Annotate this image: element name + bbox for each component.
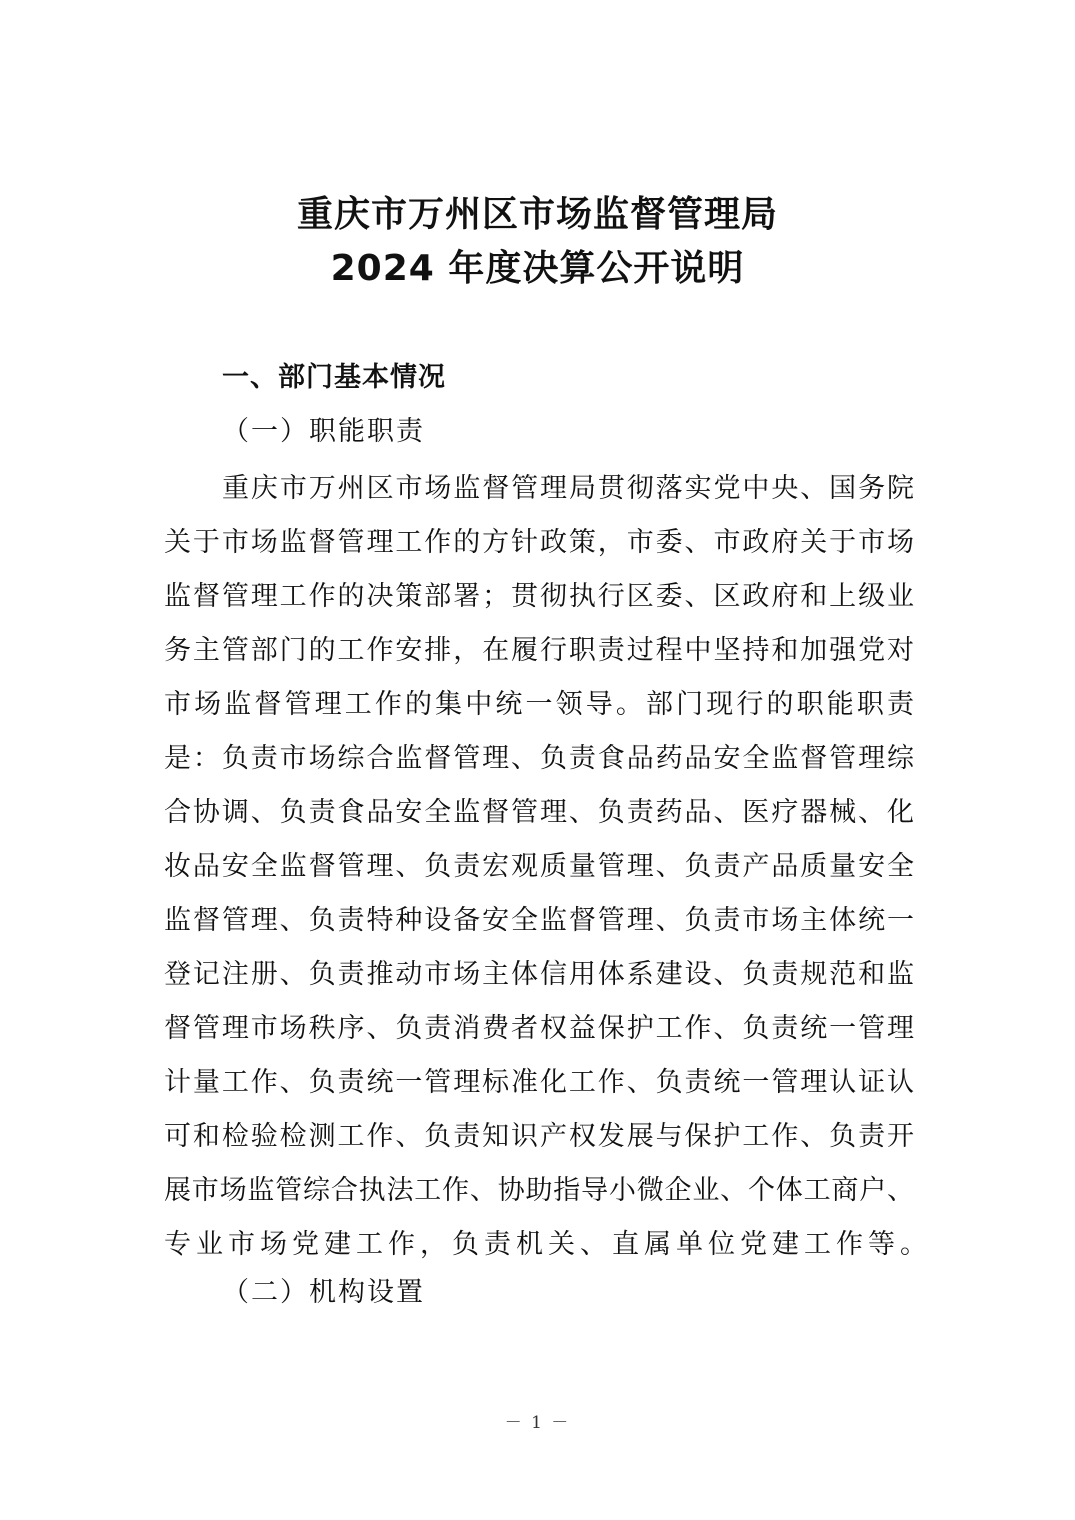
paragraph-line: 务主管部门的工作安排，在履行职责过程中坚持和加强党对: [164, 635, 914, 666]
page-number: － 1 －: [504, 1413, 571, 1433]
paragraph-line: 督管理市场秩序、负责消费者权益保护工作、负责统一管理: [164, 1013, 914, 1044]
paragraph-line: 合协调、负责食品安全监督管理、负责药品、医疗器械、化: [164, 797, 914, 828]
paragraph-line: 计量工作、负责统一管理标准化工作、负责统一管理认证认: [164, 1067, 914, 1098]
duties-paragraph: [164, 462, 932, 1272]
paragraph-line: 妆品安全监督管理、负责宏观质量管理、负责产品质量安全: [164, 851, 914, 882]
paragraph-line: 重庆市万州区市场监督管理局贯彻落实党中央、国务院: [222, 473, 914, 504]
subsection-heading-organization: （二）机构设置: [222, 1277, 425, 1308]
subsection-heading-duties: （一）职能职责: [222, 416, 425, 447]
paragraph-line: 监督管理工作的决策部署；贯彻执行区委、区政府和上级业: [164, 581, 914, 612]
paragraph-line: 登记注册、负责推动市场主体信用体系建设、负责规范和监: [164, 959, 914, 990]
document-title-line1: 重庆市万州区市场监督管理局: [296, 194, 778, 235]
paragraph-line: 可和检验检测工作、负责知识产权发展与保护工作、负责开: [164, 1121, 914, 1152]
paragraph-line: 专业市场党建工作，负责机关、直属单位党建工作等。: [164, 1229, 932, 1260]
paragraph-line: 展市场监管综合执法工作、协助指导小微企业、个体工商户、: [164, 1175, 914, 1206]
section-heading: 一、部门基本情况: [222, 362, 446, 393]
paragraph-line: 是：负责市场综合监督管理、负责食品药品安全监督管理综: [164, 743, 914, 774]
paragraph-line: 市场监督管理工作的集中统一领导。部门现行的职能职责: [164, 689, 914, 720]
paragraph-line: 关于市场监督管理工作的方针政策，市委、市政府关于市场: [164, 527, 914, 558]
document-title-line2: 2024 年度决算公开说明: [330, 248, 745, 289]
paragraph-line: 监督管理、负责特种设备安全监督管理、负责市场主体统一: [164, 905, 914, 936]
